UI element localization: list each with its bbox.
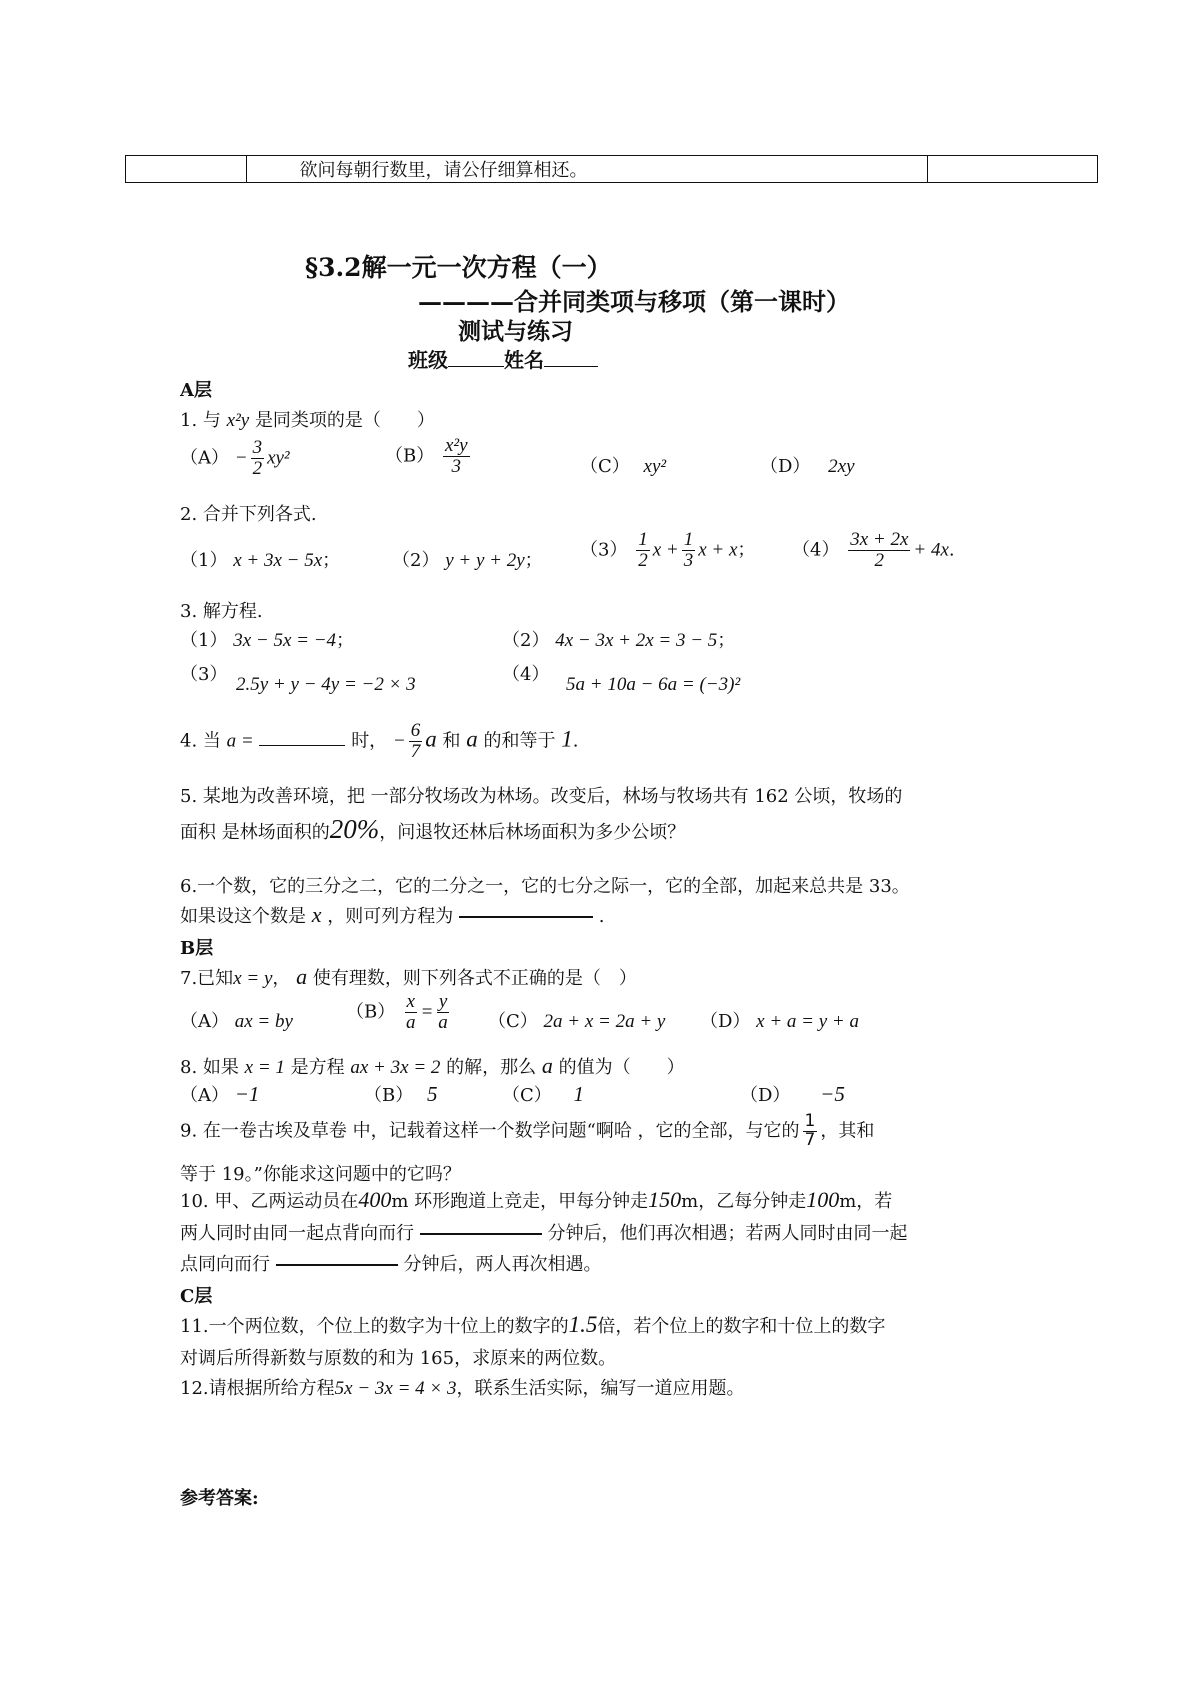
q7-option-b-eq: =	[420, 1001, 434, 1023]
q1-option-a-label: （A）	[180, 447, 229, 469]
q12-part-2: ，联系生活实际，编写一道应用题。	[456, 1378, 745, 1399]
q2-part-4-period: .	[948, 539, 955, 561]
q8-option-d-label: （D）	[740, 1085, 791, 1106]
q4-mid: 时，	[351, 730, 388, 752]
q10-answer-blank-1	[420, 1233, 542, 1235]
q6-line-1: 6.一个数，它的三分之二，它的二分之一，它的七分之际一，它的全部，加起来总共是 33。	[180, 876, 910, 897]
q5-line-2-prefix: 面积 是林场面积的	[180, 822, 330, 843]
q4-a1: a	[425, 726, 437, 752]
q2-part-2-semicolon: ；	[524, 550, 543, 571]
q4-den: 7	[410, 740, 421, 762]
q2-part-3-tail: x + x	[698, 539, 738, 561]
q1-option-b-label: （B）	[385, 445, 435, 467]
q4-fraction	[409, 721, 423, 762]
q4-sign: −	[392, 730, 406, 752]
q7-option-d	[700, 1007, 859, 1033]
q8-prefix: 8. 如果	[180, 1057, 239, 1078]
q8-option-d-value: −5	[820, 1082, 845, 1106]
q9-line-1-tail: ，其和	[820, 1120, 875, 1142]
q7-option-c-label: （C）	[488, 1011, 538, 1032]
top-table-cell-middle: 欲问每朝行数里，请公仔细算相还。	[247, 156, 927, 183]
q2-part-3-den-1: 2	[638, 549, 648, 571]
q5-line-2	[180, 814, 685, 845]
q2-part-4-den: 2	[874, 549, 885, 571]
section-b-heading: B层	[180, 938, 214, 959]
q6-period: .	[598, 906, 605, 927]
q2-part-4-num: 3x + 2x	[850, 529, 909, 550]
q8-option-b	[364, 1081, 437, 1107]
q1-option-a-den: 2	[252, 457, 263, 479]
q2-part-3-label: （3）	[580, 539, 628, 561]
q2-part-3	[580, 530, 755, 571]
q7-option-a	[180, 1007, 293, 1033]
q4-answer-blank	[259, 745, 345, 746]
q10-answer-blank-2	[276, 1264, 398, 1266]
q3-equation-2-label: （2）	[502, 630, 550, 651]
question-12	[180, 1374, 744, 1400]
q10-part-4: m，若	[839, 1191, 893, 1212]
q3-equation-1-semicolon: ；	[336, 630, 355, 651]
q1-option-c-label: （C）	[580, 456, 630, 477]
q2-part-1	[180, 546, 340, 572]
q1-option-a-fraction	[251, 438, 265, 479]
q1-option-b-fraction	[443, 436, 470, 477]
q2-part-4-label: （4）	[792, 539, 840, 561]
q2-part-4-tail: + 4x	[913, 539, 949, 561]
name-label: 姓名	[504, 348, 544, 372]
q7-var-a: a	[296, 964, 308, 989]
q2-part-4-fraction	[848, 530, 910, 571]
q8-option-a-label: （A）	[180, 1085, 229, 1106]
q9-line-1	[180, 1113, 874, 1150]
q2-part-1-semicolon: ；	[322, 550, 341, 571]
q11-line-2: 对调后所得新数与原数的和为 165，求原来的两位数。	[180, 1348, 617, 1369]
q5-percent: 20%	[329, 814, 380, 844]
section-c-heading: C层	[180, 1286, 213, 1307]
q8-option-c	[502, 1081, 584, 1107]
q2-part-3-fraction-1	[636, 530, 650, 571]
q7-option-a-label: （A）	[180, 1011, 229, 1032]
q6-answer-blank	[459, 916, 593, 918]
q2-part-3-mid: x +	[652, 539, 679, 561]
q1-prefix: 1. 与	[180, 410, 221, 431]
q7-option-c-expr: 2a + x = 2a + y	[543, 1011, 666, 1032]
question-2: 2. 合并下列各式.	[180, 504, 317, 525]
class-blank	[448, 366, 504, 367]
q6-var-x: x	[311, 902, 322, 927]
q10-line-2	[180, 1219, 907, 1245]
q10-line-3-a: 点同向而行	[180, 1254, 270, 1275]
q8-var-a: a	[541, 1053, 553, 1078]
q7-option-b-num-2: y	[438, 991, 448, 1012]
class-name-line	[408, 344, 598, 373]
top-table-cell-left	[126, 156, 247, 183]
q4-tail: 的和等于	[483, 730, 556, 752]
q3-equation-2	[502, 626, 735, 652]
q8-condition: x = 1	[244, 1057, 285, 1078]
page-title: §3.2解一元一次方程（一）	[305, 253, 612, 282]
q9-fraction	[803, 1113, 818, 1150]
q9-line-1-text: 9. 在一卷古埃及草卷 中，记载着这样一个数学问题“啊哈 ，它的全部，与它的	[180, 1120, 800, 1142]
q7-option-d-expr: x + a = y + a	[756, 1011, 860, 1032]
q10-line-3-b: 分钟后，两人再次相遇。	[403, 1254, 602, 1275]
q10-value-400: 400	[358, 1187, 392, 1212]
q11-part-1: 11.一个两位数，个位上的数字为十位上的数字的	[180, 1316, 569, 1337]
q8-option-b-label: （B）	[364, 1085, 414, 1106]
top-table-cell-right	[927, 156, 1097, 183]
q10-line-3	[180, 1250, 601, 1276]
q2-part-1-label: （1）	[180, 550, 228, 571]
q7-option-b-num-1: x	[406, 991, 415, 1012]
q9-den: 7	[804, 1129, 816, 1150]
q2-part-3-num-2: 1	[683, 529, 694, 550]
question-3: 3. 解方程.	[180, 601, 263, 622]
q2-part-4	[792, 530, 955, 571]
q1-option-b	[385, 436, 473, 477]
q1-expr: x²y	[226, 410, 250, 431]
q1-option-d-label: （D）	[760, 456, 811, 477]
q10-part-1: 10. 甲、乙两运动员在	[180, 1191, 359, 1212]
q7-condition: x = y	[233, 968, 273, 989]
q1-option-a	[180, 438, 290, 479]
q5-line-1: 5. 某地为改善环境，把 一部分牧场改为林场。改变后，林场与牧场共有 162 公顷，牧场的	[180, 786, 903, 807]
q7-option-b	[346, 992, 453, 1033]
q1-suffix: 是同类项的是（ ）	[254, 410, 435, 431]
q1-option-b-num: x²y	[444, 435, 468, 456]
q3-equation-2-expr: 4x − 3x + 2x = 3 − 5	[555, 630, 718, 651]
q1-option-a-tail: xy²	[267, 447, 290, 469]
q1-option-a-num: 3	[252, 437, 263, 458]
q1-option-c-expr: xy²	[643, 456, 667, 477]
q1-option-b-den: 3	[451, 455, 461, 477]
q2-part-2-label: （2）	[392, 550, 440, 571]
question-8	[180, 1053, 685, 1079]
q7-option-b-fraction-1	[404, 992, 418, 1033]
q7-option-a-expr: ax = by	[234, 1011, 293, 1032]
q11-line-1	[180, 1312, 885, 1338]
q8-option-a-value: −1	[234, 1082, 260, 1106]
q7-option-b-den-2: a	[438, 1011, 448, 1033]
page-subtitle: ————合并同类项与移项（第一课时）	[418, 287, 850, 316]
q2-part-1-expr: x + 3x − 5x	[233, 550, 323, 571]
q10-part-3: m，乙每分钟走	[681, 1191, 807, 1212]
top-table	[125, 155, 1098, 183]
q4-var-a: a =	[226, 730, 254, 752]
q8-option-b-value: 5	[426, 1082, 438, 1106]
q6-line-2	[180, 902, 604, 928]
q2-part-2	[392, 546, 543, 572]
answers-heading: 参考答案:	[180, 1488, 259, 1509]
q12-part-1: 12.请根据所给方程	[180, 1378, 335, 1399]
q10-value-150: 150	[648, 1187, 682, 1212]
q8-option-c-value: 1	[573, 1082, 585, 1106]
q8-option-a	[180, 1081, 259, 1107]
name-blank	[544, 366, 598, 367]
q3-equation-4-expr: 5a + 10a − 6a = (−3)²	[566, 674, 741, 695]
q11-part-2: 倍，若个位上的数字和十位上的数字	[597, 1316, 886, 1337]
q3-equation-3-label: （3）	[180, 664, 228, 685]
q12-equation: 5x − 3x = 4 × 3	[334, 1378, 457, 1399]
q8-suffix: 的值为（ ）	[558, 1057, 685, 1078]
q1-option-d	[760, 452, 855, 478]
q6-line-2-prefix: 如果设这个数是	[180, 906, 306, 927]
q2-part-3-fraction-2	[682, 530, 696, 571]
q6-line-2-suffix: ，则可列方程为	[327, 906, 454, 927]
q7-option-b-fraction-2	[436, 992, 450, 1033]
q2-part-3-num-1: 1	[638, 529, 648, 550]
q4-one: 1	[561, 726, 573, 752]
q8-option-c-label: （C）	[502, 1085, 552, 1106]
q4-num: 6	[410, 720, 421, 741]
question-1	[180, 406, 435, 432]
q8-mid2: 的解，那么	[446, 1057, 537, 1078]
q3-equation-3-expr: 2.5y + y − 4y = −2 × 3	[236, 674, 416, 695]
q7-suffix: 使有理数，则下列各式不正确的是（ ）	[312, 968, 637, 989]
q8-equation: ax + 3x = 2	[350, 1057, 441, 1078]
q3-equation-1-label: （1）	[180, 630, 228, 651]
question-7	[180, 964, 637, 990]
class-label: 班级	[408, 348, 448, 372]
q9-num: 1	[804, 1111, 816, 1131]
q10-line-2-a: 两人同时由同一起点背向而行	[180, 1223, 414, 1244]
q7-option-b-label: （B）	[346, 1001, 396, 1023]
q3-equation-1-expr: 3x − 5x = −4	[233, 630, 337, 651]
q10-line-1	[180, 1187, 892, 1213]
q10-part-2: m 环形跑道上竞走，甲每分钟走	[391, 1191, 649, 1212]
q8-mid: 是方程	[290, 1057, 345, 1078]
q7-prefix: 7.已知	[180, 968, 234, 989]
q7-option-d-label: （D）	[700, 1011, 751, 1032]
q2-part-3-den-2: 3	[683, 549, 694, 571]
q2-part-3-semicolon: ；	[737, 539, 756, 561]
q3-equation-4-label: （4）	[502, 664, 550, 685]
q7-option-b-den-1: a	[405, 1011, 416, 1033]
q4-a2: a	[466, 726, 478, 752]
q9-line-2: 等于 19。”你能求这问题中的它吗？	[180, 1164, 461, 1185]
q7-separator: ，	[272, 968, 291, 989]
q10-line-2-b: 分钟后，他们再次相遇；若两人同时由同一起	[547, 1223, 908, 1244]
q3-equation-2-semicolon: ；	[717, 630, 736, 651]
q8-option-d	[740, 1081, 845, 1107]
q10-value-100: 100	[806, 1187, 840, 1212]
section-a-heading: A层	[180, 380, 212, 401]
q1-option-c	[580, 452, 666, 478]
q4-prefix: 4. 当	[180, 730, 221, 752]
q1-option-d-expr: 2xy	[828, 456, 855, 477]
q4-and: 和	[442, 730, 461, 752]
q5-line-2-suffix: ，问退牧还林后林场面积为多少公顷？	[379, 822, 686, 843]
q2-part-2-expr: y + y + 2y	[445, 550, 525, 571]
page-subtitle-2: 测试与练习	[458, 318, 573, 345]
q4-period: .	[572, 730, 579, 752]
q1-option-a-sign: −	[234, 447, 248, 469]
q11-value: 1.5	[568, 1312, 598, 1337]
question-4	[180, 721, 578, 762]
q3-equation-1	[180, 626, 354, 652]
q7-option-c	[488, 1007, 665, 1033]
